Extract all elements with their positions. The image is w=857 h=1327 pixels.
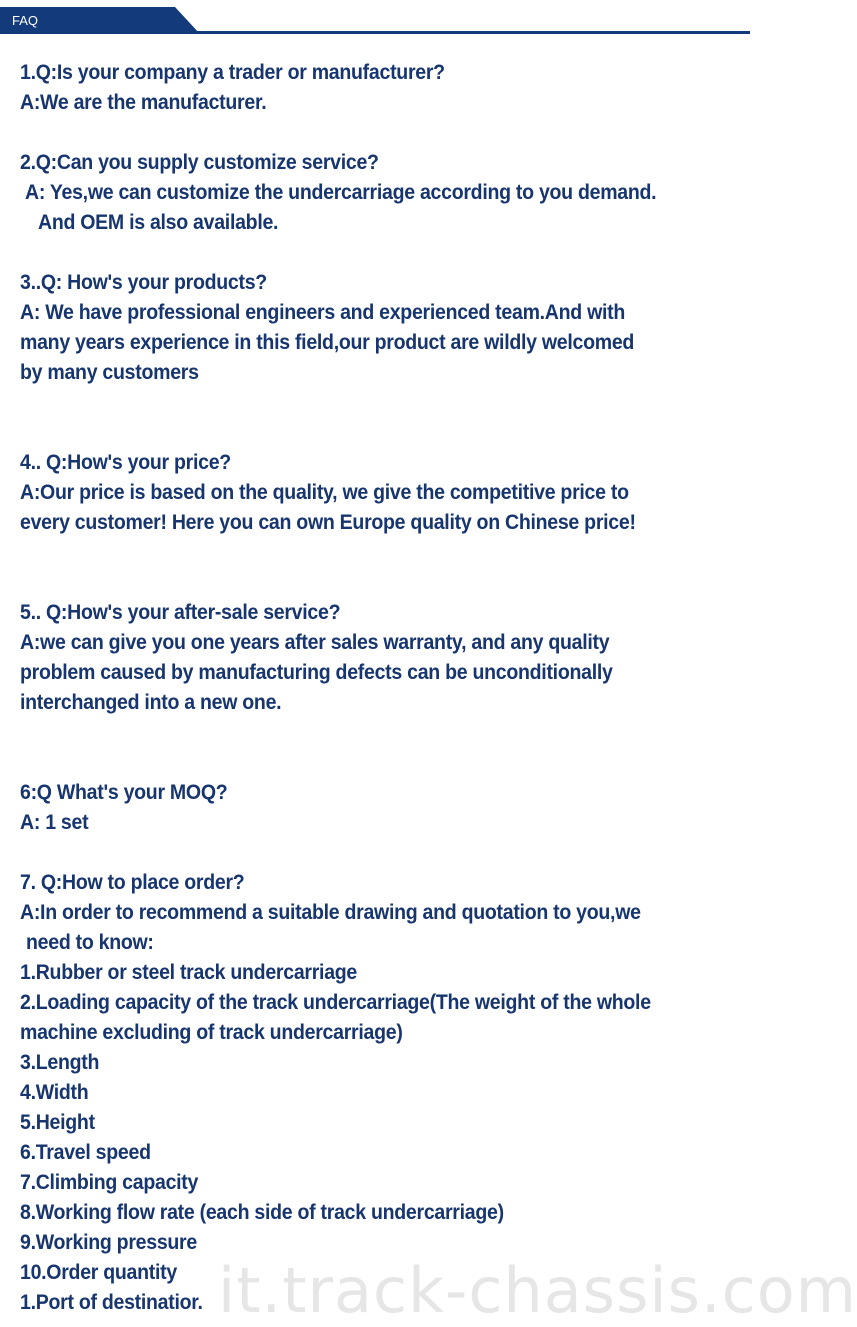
answer-2-line-1: A: Yes,we can customize the undercarriage according to you demand.	[25, 181, 657, 204]
order-item: 6.Travel speed	[20, 1141, 151, 1164]
answer-3-line-1: A: We have professional engineers and experienced team.And with	[20, 301, 626, 324]
order-item: 3.Length	[20, 1051, 100, 1074]
order-item: 10.Order quantity	[20, 1261, 177, 1284]
question-5: 5.. Q:How's your after-sale service?	[20, 601, 341, 624]
order-item: 9.Working pressure	[20, 1231, 197, 1254]
answer-1: A:We are the manufacturer.	[20, 91, 267, 114]
question-3: 3..Q: How's your products?	[20, 271, 267, 294]
order-item: 1.Rubber or steel track undercarriage	[20, 961, 358, 984]
answer-7-line-2: need to know:	[26, 931, 154, 954]
order-item: 7.Climbing capacity	[20, 1171, 199, 1194]
faq-title: FAQ	[12, 13, 39, 28]
question-7: 7. Q:How to place order?	[20, 871, 245, 894]
question-2: 2.Q:Can you supply customize service?	[20, 151, 379, 174]
answer-3-line-2: many years experience in this field,our product are wildly welcomed	[20, 331, 635, 354]
order-item: machine excluding of track undercarriage)	[20, 1021, 403, 1044]
answer-4-line-1: A:Our price is based on the quality, we give the competitive price to	[20, 481, 629, 504]
answer-4-line-2: every customer! Here you can own Europe quality on Chinese price!	[20, 511, 636, 534]
answer-5-line-3: interchanged into a new one.	[20, 691, 282, 714]
answer-5-line-1: A:we can give you one years after sales warranty, and any quality	[20, 631, 610, 654]
order-item: 2.Loading capacity of the track undercarriage(The weight of the whole	[20, 991, 651, 1014]
answer-7-line-1: A:In order to recommend a suitable drawing and quotation to you,we	[20, 901, 641, 924]
question-4: 4.. Q:How's your price?	[20, 451, 231, 474]
order-item: 4.Width	[20, 1081, 89, 1104]
answer-2-line-2: And OEM is also available.	[38, 211, 279, 234]
answer-3-line-3: by many customers	[20, 361, 199, 384]
order-item: 1.Port of destinatior.	[20, 1291, 203, 1314]
question-1: 1.Q:Is your company a trader or manufacturer?	[20, 61, 445, 84]
answer-5-line-2: problem caused by manufacturing defects can be unconditionally	[20, 661, 613, 684]
site-watermark: it.track-chassis.com	[218, 1254, 857, 1327]
question-6: 6:Q What's your MOQ?	[20, 781, 228, 804]
order-item: 8.Working flow rate (each side of track undercarriage)	[20, 1201, 504, 1224]
order-item: 5.Height	[20, 1111, 95, 1134]
answer-6: A: 1 set	[20, 811, 89, 834]
